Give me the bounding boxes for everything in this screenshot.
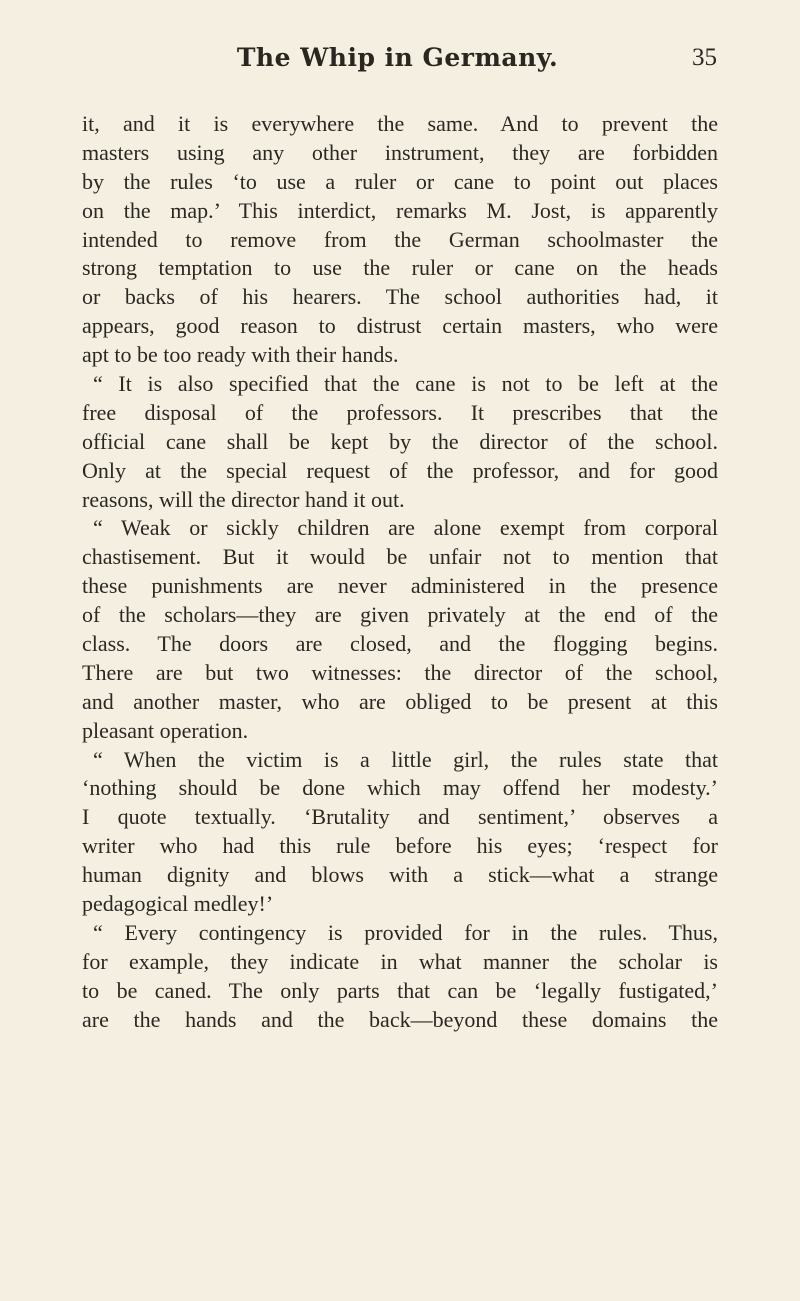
text-line: it, and it is everywhere the same. And to prevent the [82, 111, 718, 136]
text-line: apt to be too ready with their hands. [82, 342, 399, 368]
text-line: There are but two witnesses: the director of the school, [82, 659, 718, 685]
text-line: Only at the special request of the professor, and for good [82, 457, 718, 483]
text-line: writer who had this rule before his eyes; ‘respect for [82, 833, 718, 859]
text-line: to be caned. The only parts that can be ‘legally fustigated,’ [82, 977, 718, 1003]
page-number: 35 [692, 44, 717, 71]
running-title: The Whip in Germany. [236, 43, 559, 72]
text-line: official cane shall be kept by the director of the school. [82, 428, 718, 454]
text-line: pedagogical medley!’ [82, 891, 274, 917]
text-line: for example, they indicate in what manner the scholar is [82, 948, 718, 974]
text-line: “ Every contingency is provided for in the rules. Thus, [93, 919, 718, 945]
text-line: ‘nothing should be done which may offend her modesty.’ [82, 775, 718, 801]
text-line: appears, good reason to distrust certain masters, who were [82, 313, 718, 339]
text-line: pleasant operation. [82, 717, 249, 743]
text-line: class. The doors are closed, and the flogging begins. [82, 631, 718, 657]
text-line: “ Weak or sickly children are alone exempt from corporal [93, 515, 718, 541]
text-line: masters using any other instrument, they are forbidden [82, 139, 718, 165]
running-head [80, 43, 715, 83]
text-line: intended to remove from the German schoolmaster the [82, 226, 718, 252]
text-line: are the hands and the back—beyond these domains the [82, 1006, 718, 1032]
text-line: by the rules ‘to use a ruler or cane to point out places [82, 168, 718, 194]
text-line: these punishments are never administered in the presence [82, 573, 718, 599]
body-text [82, 110, 718, 1035]
text-line: or backs of his hearers. The school authorities had, it [82, 284, 718, 310]
text-line: reasons, will the director hand it out. [82, 486, 405, 512]
text-line: “ It is also specified that the cane is not to be left at the [93, 371, 718, 397]
text-line: of the scholars—they are given privately at the end of the [82, 602, 718, 628]
text-line: and another master, who are obliged to be present at this [82, 688, 718, 714]
text-line: “ When the victim is a little girl, the rules state that [93, 746, 718, 772]
text-line: strong temptation to use the ruler or cane on the heads [82, 255, 718, 281]
text-line: free disposal of the professors. It prescribes that the [82, 399, 718, 425]
text-line: chastisement. But it would be unfair not to mention that [82, 544, 718, 570]
text-line: I quote textually. ‘Brutality and sentiment,’ observes a [82, 804, 718, 830]
text-line: human dignity and blows with a stick—what a strange [82, 862, 718, 888]
text-line: on the map.’ This interdict, remarks M. Jost, is apparently [82, 197, 718, 223]
